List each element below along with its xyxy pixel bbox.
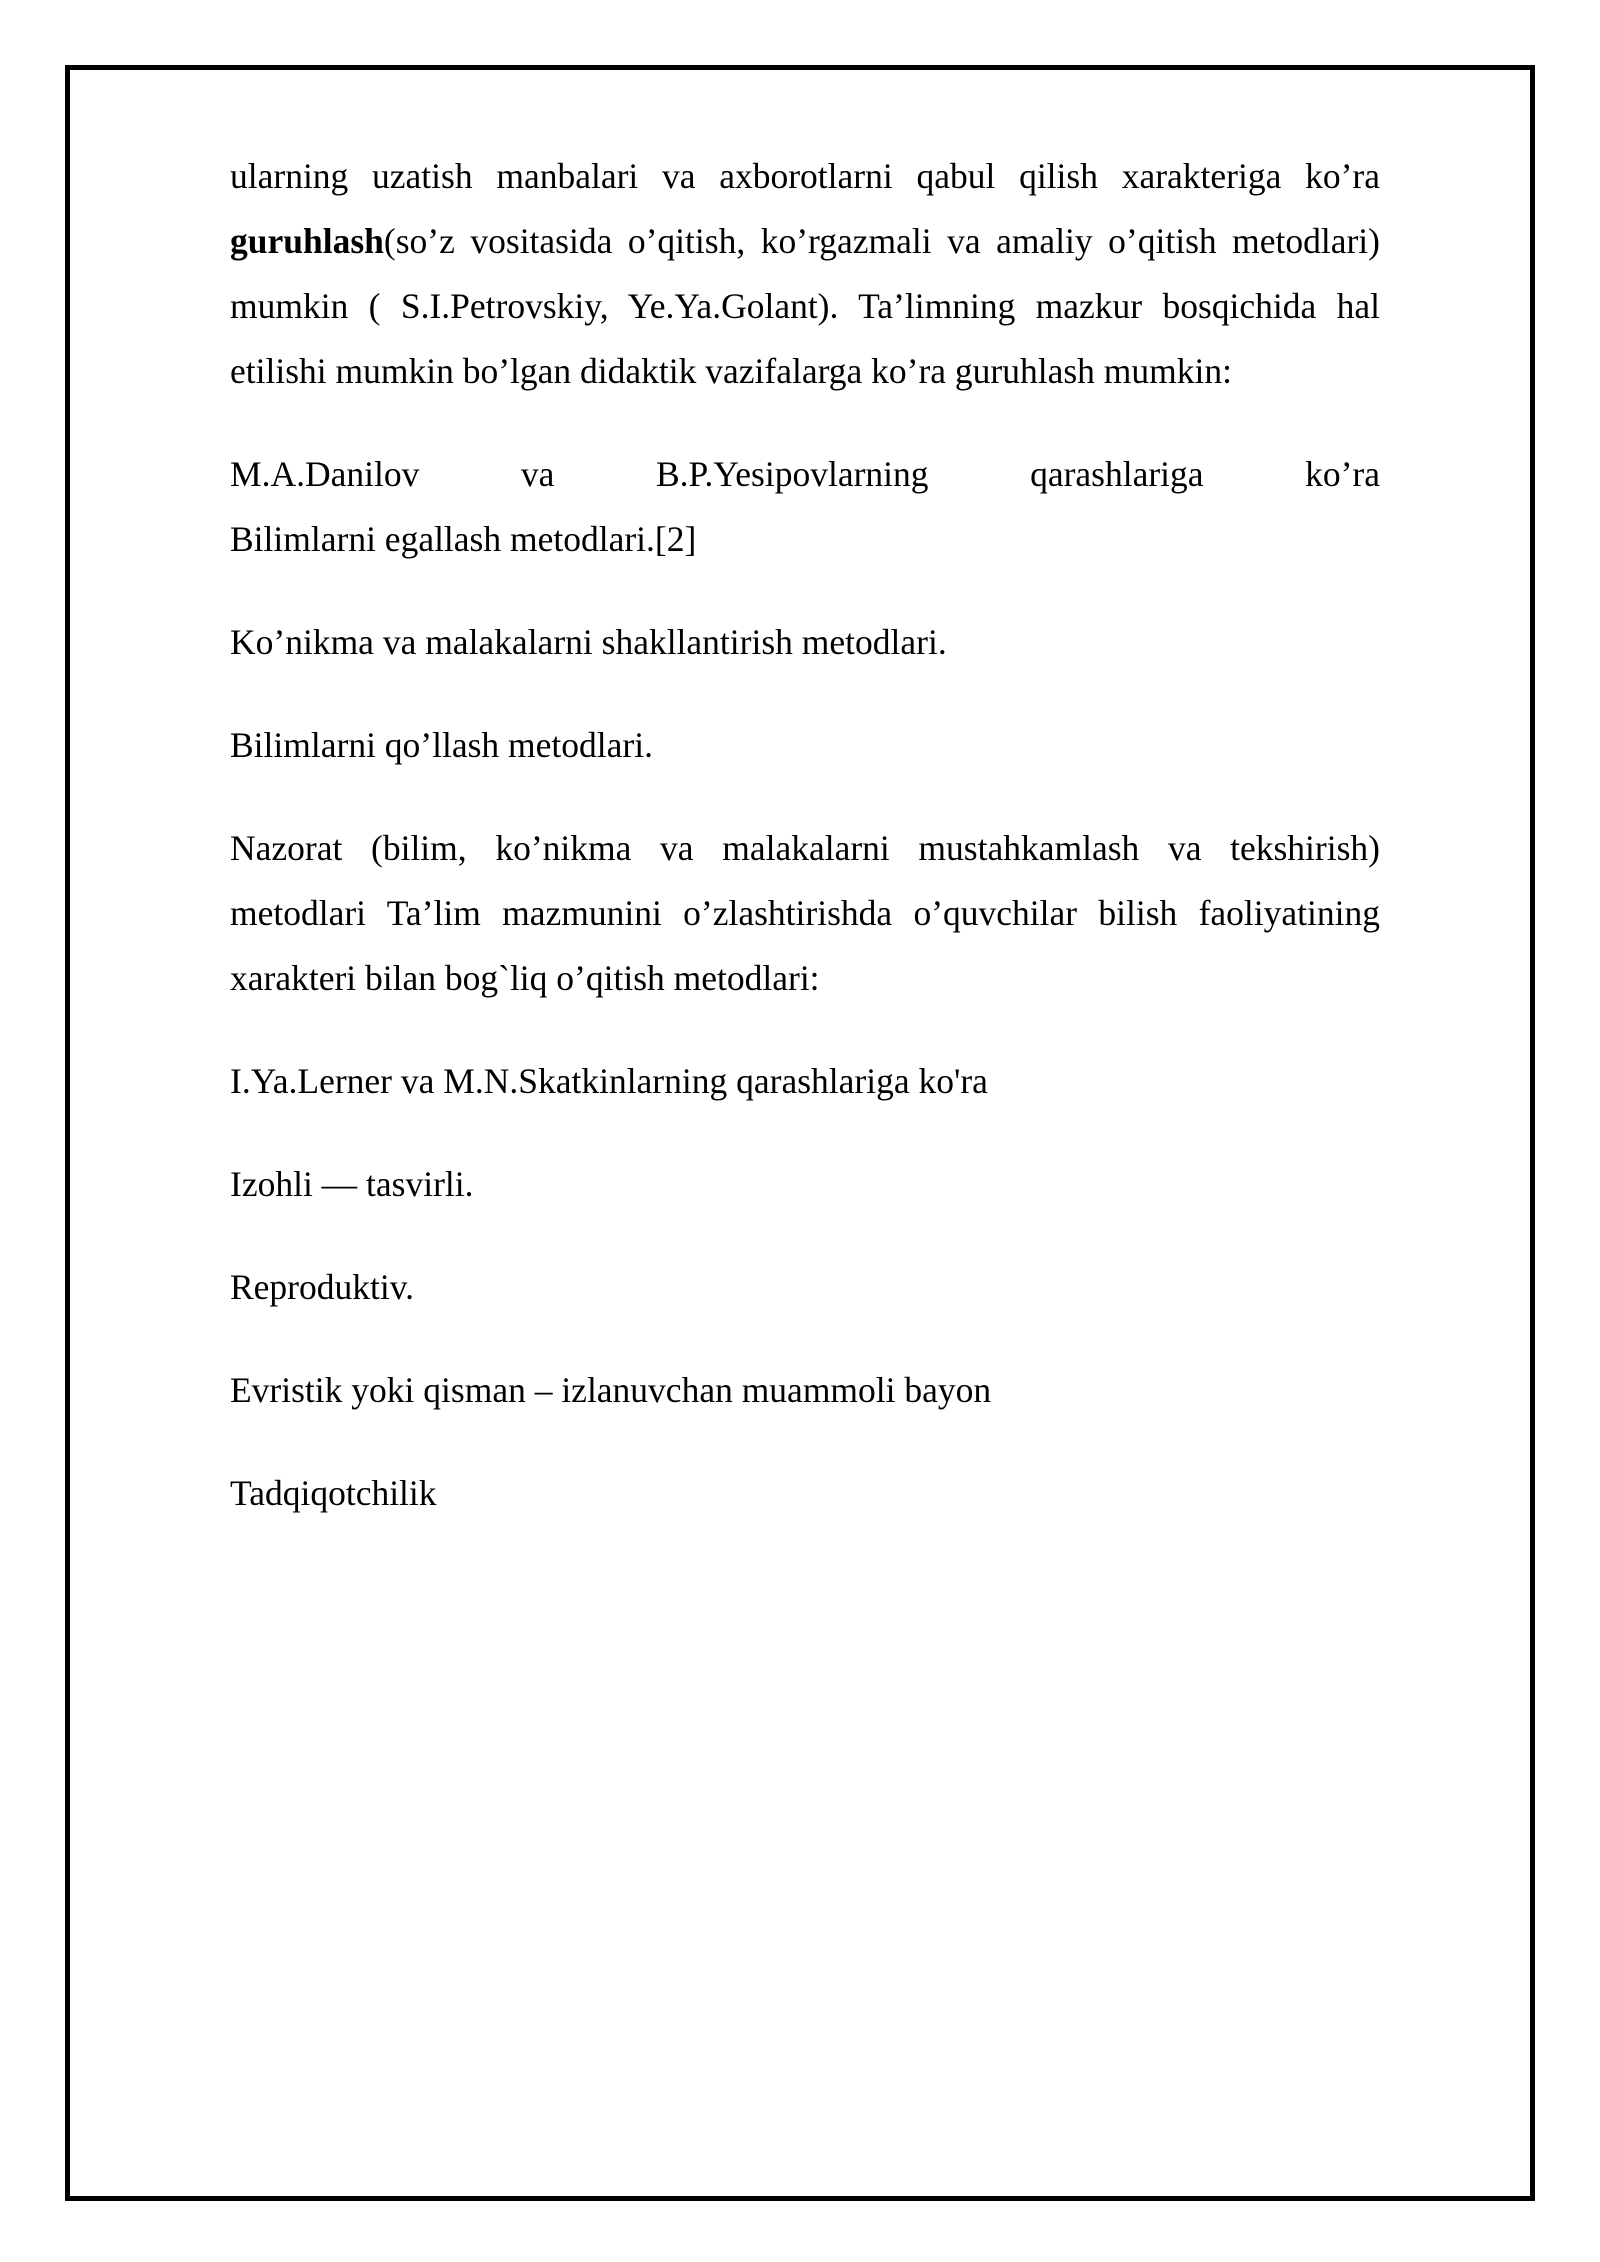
- paragraph-explanatory-illustrative: Izohli — tasvirli.: [230, 1164, 474, 1204]
- paragraph-grouping-methods: [230, 144, 1380, 404]
- paragraph-text-rest: (so’z vositasida o’qitish, ko’rgazmali va amaliy o’qitish metodlari) mumkin ( S.I.Petrovskiy, Ye.Ya.Golant). Ta’limning mazkur bosqichida hal etilishi mumkin bo’lgan didaktik vazifalarga ko’ra guruhlash mumkin:: [230, 221, 1380, 391]
- paragraph-research: Tadqiqotchilik: [230, 1473, 437, 1513]
- paragraph-text-start: ularning uzatish manbalari va axborotlarni qabul qilish xarakteriga ko’ra: [230, 156, 1380, 196]
- bold-term-guruhlash: guruhlash: [230, 221, 384, 261]
- knowledge-acquisition-methods: Bilimlarni egallash metodlari.[2]: [230, 519, 697, 559]
- paragraph-danilov-yesipov: [230, 442, 1380, 572]
- document-body: [230, 144, 1380, 1564]
- paragraph-control-methods: Nazorat (bilim, ko’nikma va malakalarni mustahkamlash va tekshirish) metodlari Ta’lim mazmunini o’zlashtirishda o’quvchilar bilish faoliyatining xarakteri bilan bog`liq o’qitish metodlari:: [230, 828, 1380, 998]
- paragraph-reproductive: Reproduktiv.: [230, 1267, 415, 1307]
- paragraph-skills-methods: Ko’nikma va malakalarni shakllantirish metodlari.: [230, 622, 947, 662]
- danilov-yesipov-heading: M.A.Danilov va B.P.Yesipovlarning qarashlariga ko’ra: [230, 454, 1380, 494]
- paragraph-application-methods: Bilimlarni qo’llash metodlari.: [230, 725, 653, 765]
- paragraph-lerner-skatkin: I.Ya.Lerner va M.N.Skatkinlarning qarashlariga ko'ra: [230, 1061, 988, 1101]
- paragraph-heuristic: Evristik yoki qisman – izlanuvchan muammoli bayon: [230, 1370, 992, 1410]
